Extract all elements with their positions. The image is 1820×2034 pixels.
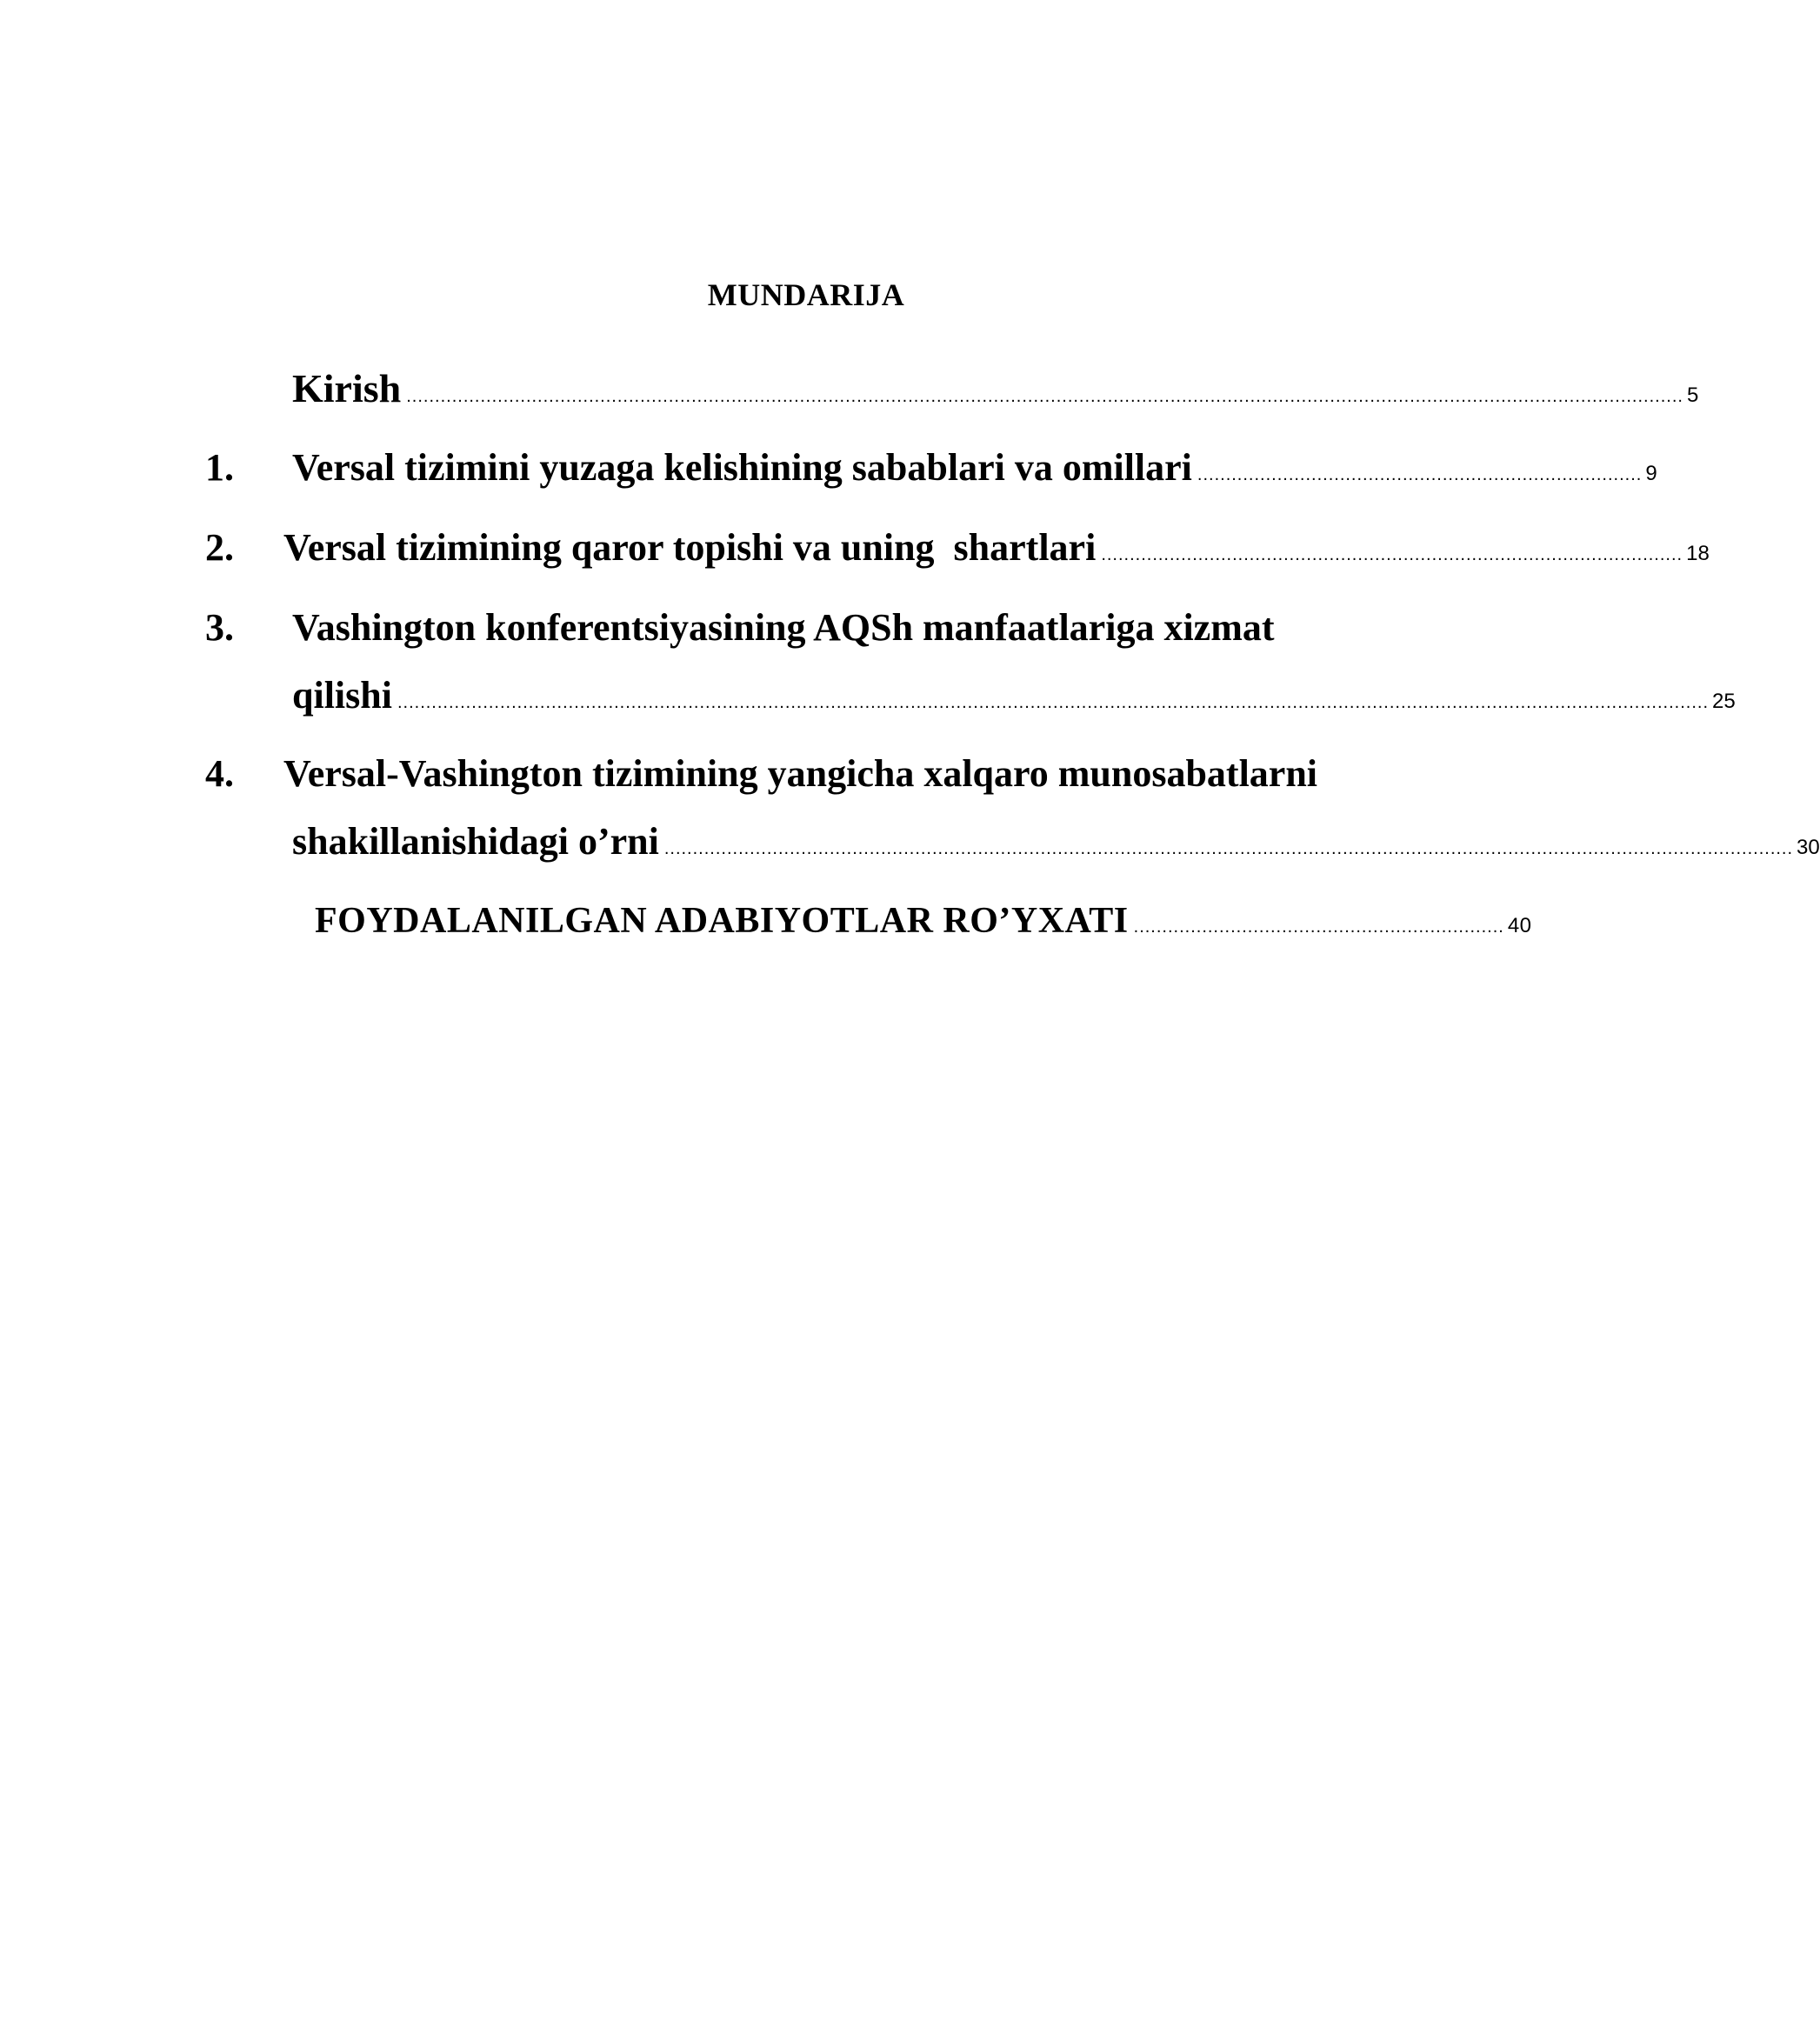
toc-title: MUNDARIJA: [707, 277, 905, 312]
toc-entry-line: [292, 674, 1736, 717]
toc-leader-dots: ................................................................................................................................................................................................................................: [406, 387, 1683, 406]
toc-entry-number: 2.: [205, 526, 234, 569]
toc-leader-dots: ..............................................................................: [1197, 465, 1643, 484]
toc-entry-line: [315, 901, 1532, 941]
toc-page-number: 18: [1686, 542, 1710, 565]
toc-entry-text: Versal-Vashington tizimining yangicha xalqaro munosabatlarni: [283, 752, 1318, 795]
toc-page-number: 25: [1712, 690, 1736, 713]
toc-entry-line: [292, 366, 1699, 410]
toc-page-number: 40: [1507, 914, 1532, 937]
toc-entry-line: [283, 526, 1710, 569]
toc-entry-number: 4.: [205, 752, 234, 795]
toc-entry-text-continued: shakillanishidagi o’rni: [292, 820, 659, 863]
toc-entry-text: Vashington konferentsiyasining AQSh manfaatlariga xizmat: [292, 606, 1275, 649]
toc-leader-dots: ......................................................................................................................................................................................................................................: [397, 693, 1709, 712]
toc-entry-text-continued: qilishi: [292, 674, 392, 717]
toc-entry-text: FOYDALANILGAN ADABIYOTLAR RO’YXATI: [315, 901, 1129, 941]
toc-leader-dots: ......................................................................................................: [1101, 545, 1683, 564]
toc-leader-dots: ......................................................................................................................................................................................................: [663, 839, 1794, 858]
toc-entry-number: 3.: [205, 606, 234, 649]
toc-entry-line: [292, 446, 1657, 489]
toc-entry-number: 1.: [205, 446, 234, 489]
toc-entry-text: Versal tizimini yuzaga kelishining sabablari va omillari: [292, 446, 1192, 489]
toc-page-number: 5: [1686, 383, 1699, 407]
toc-page-number: 9: [1645, 462, 1657, 485]
toc-leader-dots: .................................................................: [1133, 917, 1504, 937]
toc-page-number: 30: [1797, 836, 1820, 859]
toc-entry-line: [292, 820, 1820, 863]
toc-entry-text: Versal tizimining qaror topishi va uning shartlari: [283, 526, 1097, 569]
toc-entry-text: Kirish: [292, 366, 402, 410]
